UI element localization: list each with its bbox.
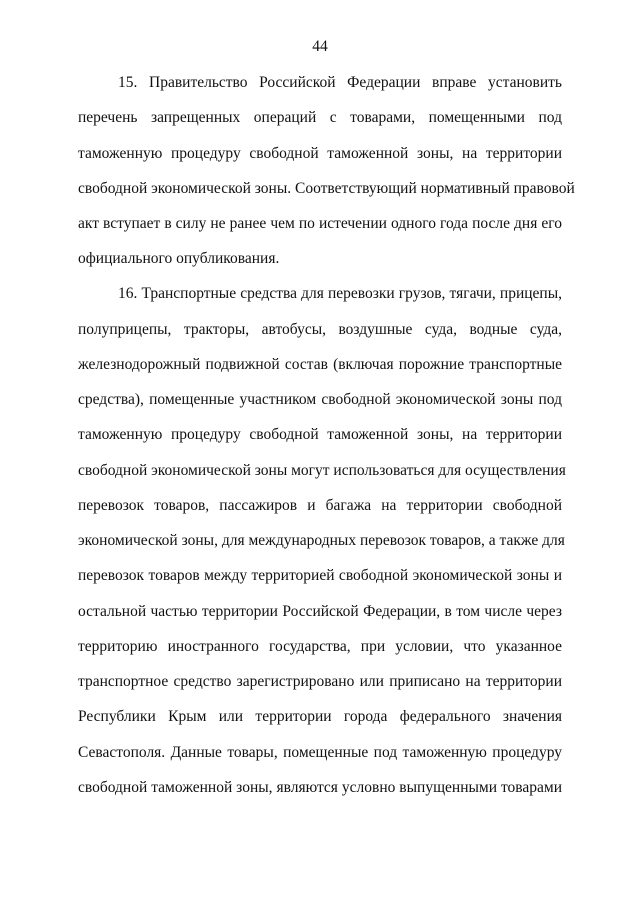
paragraph-16-line-7: перевозок товаров, пассажиров и багажа на территории свободной bbox=[78, 497, 562, 514]
paragraph-15-line-1: 15. Правительство Российской Федерации вправе установить bbox=[118, 74, 562, 91]
paragraph-15-line-2: перечень запрещенных операций с товарами, помещенными под bbox=[78, 109, 562, 126]
paragraph-16-line-15: свободной таможенной зоны, являются условно выпущенными товарами bbox=[78, 779, 562, 796]
paragraph-16-line-1: 16. Транспортные средства для перевозки грузов, тягачи, прицепы, bbox=[118, 285, 562, 302]
paragraph-16-line-13: Республики Крым или территории города федерального значения bbox=[78, 708, 562, 725]
paragraph-16-line-3: железнодорожный подвижной состав (включая порожние транспортные bbox=[78, 356, 562, 373]
paragraph-16-line-9: перевозок товаров между территорией свободной экономической зоны и bbox=[78, 567, 562, 584]
paragraph-16-line-5: таможенную процедуру свободной таможенной зоны, на территории bbox=[78, 426, 562, 443]
paragraph-16-line-11: территорию иностранного государства, при условии, что указанное bbox=[78, 638, 562, 655]
paragraph-16-line-6: свободной экономической зоны могут использоваться для осуществления bbox=[78, 462, 566, 479]
paragraph-15-line-5: акт вступает в силу не ранее чем по истечении одного года после дня его bbox=[78, 215, 562, 232]
paragraph-16-line-4: средства), помещенные участником свободной экономической зоны под bbox=[78, 391, 562, 408]
paragraph-15-line-6: официального опубликования. bbox=[78, 250, 280, 267]
page-number: 44 bbox=[312, 38, 328, 55]
paragraph-15-line-3: таможенную процедуру свободной таможенной зоны, на территории bbox=[78, 145, 562, 162]
paragraph-16-line-14: Севастополя. Данные товары, помещенные под таможенную процедуру bbox=[78, 744, 562, 761]
paragraph-16-line-10: остальной частью территории Российской Федерации, в том числе через bbox=[78, 603, 562, 620]
paragraph-15-line-4: свободной экономической зоны. Соответствующий нормативный правовой bbox=[78, 180, 575, 197]
paragraph-16-line-12: транспортное средство зарегистрировано или приписано на территории bbox=[78, 673, 562, 690]
paragraph-16-line-2: полуприцепы, тракторы, автобусы, воздушные суда, водные суда, bbox=[78, 321, 562, 338]
paragraph-16-line-8: экономической зоны, для международных перевозок товаров, а также для bbox=[78, 532, 565, 549]
